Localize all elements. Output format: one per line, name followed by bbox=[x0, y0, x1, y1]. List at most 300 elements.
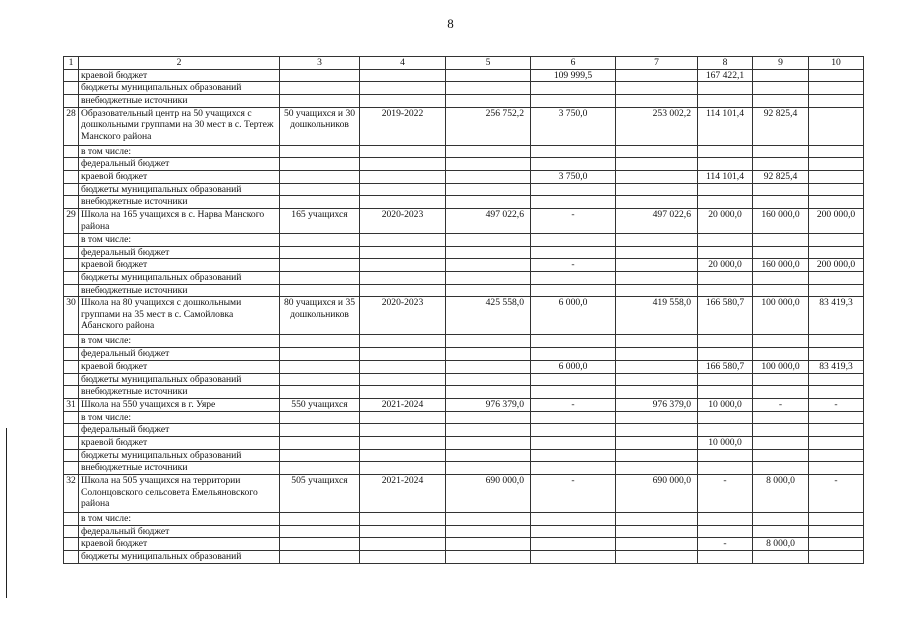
value-col8 bbox=[698, 246, 753, 259]
funding-source-row bbox=[64, 82, 864, 95]
value-col8 bbox=[698, 335, 753, 348]
row-number bbox=[64, 82, 79, 95]
capacity bbox=[280, 246, 360, 259]
value-col7 bbox=[616, 82, 698, 95]
value-col6 bbox=[531, 145, 616, 158]
value-col9 bbox=[753, 284, 809, 297]
value-col9 bbox=[753, 145, 809, 158]
period bbox=[360, 449, 446, 462]
funding-source-name: в том числе: bbox=[79, 335, 280, 348]
value-col6 bbox=[531, 462, 616, 475]
value-col6 bbox=[531, 449, 616, 462]
row-number bbox=[64, 234, 79, 247]
funding-source-row bbox=[64, 386, 864, 399]
period bbox=[360, 411, 446, 424]
value-col9 bbox=[753, 525, 809, 538]
funding-source-row bbox=[64, 196, 864, 209]
row-number bbox=[64, 246, 79, 259]
period: 2019-2022 bbox=[360, 107, 446, 145]
total-cost bbox=[446, 94, 531, 107]
header-cell: 4 bbox=[360, 57, 446, 70]
total-cost bbox=[446, 284, 531, 297]
value-col10 bbox=[809, 538, 864, 551]
value-col8: 10 000,0 bbox=[698, 398, 753, 411]
row-number bbox=[64, 145, 79, 158]
scan-edge-mark bbox=[6, 428, 7, 598]
funding-source-row bbox=[64, 462, 864, 475]
funding-source-name: федеральный бюджет bbox=[79, 525, 280, 538]
capacity bbox=[280, 69, 360, 82]
period bbox=[360, 82, 446, 95]
row-number bbox=[64, 170, 79, 183]
capacity: 50 учащихся и 30 дошкольников bbox=[280, 107, 360, 145]
capacity bbox=[280, 170, 360, 183]
funding-source-row bbox=[64, 170, 864, 183]
period: 2020-2023 bbox=[360, 297, 446, 335]
capacity: 505 учащихся bbox=[280, 475, 360, 513]
value-col8 bbox=[698, 82, 753, 95]
row-number bbox=[64, 538, 79, 551]
period bbox=[360, 513, 446, 526]
value-col6 bbox=[531, 196, 616, 209]
total-cost bbox=[446, 82, 531, 95]
value-col10 bbox=[809, 94, 864, 107]
value-col7: 497 022,6 bbox=[616, 209, 698, 234]
funding-source-row bbox=[64, 335, 864, 348]
value-col9: 92 825,4 bbox=[753, 107, 809, 145]
value-col8: 166 580,7 bbox=[698, 360, 753, 373]
value-col9 bbox=[753, 436, 809, 449]
value-col6: 3 750,0 bbox=[531, 170, 616, 183]
capacity bbox=[280, 272, 360, 285]
header-cell: 9 bbox=[753, 57, 809, 70]
value-col9 bbox=[753, 386, 809, 399]
value-col10 bbox=[809, 234, 864, 247]
value-col6 bbox=[531, 386, 616, 399]
value-col10 bbox=[809, 348, 864, 361]
funding-source-name: бюджеты муниципальных образований bbox=[79, 449, 280, 462]
funding-source-name: федеральный бюджет bbox=[79, 158, 280, 171]
funding-source-row bbox=[64, 259, 864, 272]
funding-source-name: внебюджетные источники bbox=[79, 94, 280, 107]
value-col7: 419 558,0 bbox=[616, 297, 698, 335]
value-col6 bbox=[531, 551, 616, 564]
value-col7 bbox=[616, 525, 698, 538]
capacity bbox=[280, 360, 360, 373]
funding-source-row bbox=[64, 411, 864, 424]
value-col6: 3 750,0 bbox=[531, 107, 616, 145]
row-number: 28 bbox=[64, 107, 79, 145]
header-cell: 7 bbox=[616, 57, 698, 70]
row-number bbox=[64, 183, 79, 196]
capacity bbox=[280, 551, 360, 564]
row-number bbox=[64, 348, 79, 361]
period: 2021-2024 bbox=[360, 475, 446, 513]
period bbox=[360, 538, 446, 551]
funding-source-name: федеральный бюджет bbox=[79, 348, 280, 361]
funding-source-name: в том числе: bbox=[79, 513, 280, 526]
value-col6 bbox=[531, 411, 616, 424]
value-col7 bbox=[616, 158, 698, 171]
funding-source-name: краевой бюджет bbox=[79, 170, 280, 183]
total-cost bbox=[446, 145, 531, 158]
capacity: 165 учащихся bbox=[280, 209, 360, 234]
capacity bbox=[280, 196, 360, 209]
row-number bbox=[64, 551, 79, 564]
funding-source-row bbox=[64, 348, 864, 361]
row-number bbox=[64, 335, 79, 348]
value-col10 bbox=[809, 69, 864, 82]
capacity bbox=[280, 284, 360, 297]
row-number bbox=[64, 436, 79, 449]
value-col9: 160 000,0 bbox=[753, 259, 809, 272]
period bbox=[360, 145, 446, 158]
value-col7: 690 000,0 bbox=[616, 475, 698, 513]
row-number bbox=[64, 462, 79, 475]
value-col10: 83 419,3 bbox=[809, 360, 864, 373]
funding-source-row bbox=[64, 94, 864, 107]
value-col9 bbox=[753, 196, 809, 209]
value-col10 bbox=[809, 272, 864, 285]
budget-table bbox=[63, 56, 864, 564]
period bbox=[360, 386, 446, 399]
value-col7 bbox=[616, 462, 698, 475]
value-col6 bbox=[531, 513, 616, 526]
total-cost: 690 000,0 bbox=[446, 475, 531, 513]
period bbox=[360, 348, 446, 361]
value-col8 bbox=[698, 411, 753, 424]
total-cost bbox=[446, 525, 531, 538]
value-col8 bbox=[698, 145, 753, 158]
value-col6: - bbox=[531, 475, 616, 513]
funding-source-row bbox=[64, 360, 864, 373]
total-cost bbox=[446, 69, 531, 82]
value-col7 bbox=[616, 259, 698, 272]
value-col6 bbox=[531, 158, 616, 171]
value-col7 bbox=[616, 386, 698, 399]
capacity bbox=[280, 348, 360, 361]
funding-source-name: краевой бюджет bbox=[79, 69, 280, 82]
period bbox=[360, 94, 446, 107]
value-col7 bbox=[616, 335, 698, 348]
value-col10 bbox=[809, 551, 864, 564]
project-row bbox=[64, 297, 864, 335]
value-col7 bbox=[616, 449, 698, 462]
funding-source-row bbox=[64, 272, 864, 285]
value-col9 bbox=[753, 82, 809, 95]
value-col7: 976 379,0 bbox=[616, 398, 698, 411]
total-cost bbox=[446, 462, 531, 475]
value-col7 bbox=[616, 513, 698, 526]
value-col6 bbox=[531, 436, 616, 449]
value-col8 bbox=[698, 183, 753, 196]
row-number bbox=[64, 424, 79, 437]
value-col6: 109 999,5 bbox=[531, 69, 616, 82]
total-cost bbox=[446, 158, 531, 171]
value-col8 bbox=[698, 462, 753, 475]
value-col8: 20 000,0 bbox=[698, 209, 753, 234]
funding-source-row bbox=[64, 373, 864, 386]
total-cost bbox=[446, 538, 531, 551]
funding-source-name: внебюджетные источники bbox=[79, 462, 280, 475]
period bbox=[360, 424, 446, 437]
value-col10: - bbox=[809, 475, 864, 513]
period bbox=[360, 234, 446, 247]
total-cost bbox=[446, 170, 531, 183]
total-cost bbox=[446, 360, 531, 373]
capacity bbox=[280, 234, 360, 247]
period bbox=[360, 158, 446, 171]
row-number bbox=[64, 373, 79, 386]
value-col10: 200 000,0 bbox=[809, 259, 864, 272]
period bbox=[360, 462, 446, 475]
value-col10: - bbox=[809, 398, 864, 411]
value-col9 bbox=[753, 449, 809, 462]
period bbox=[360, 246, 446, 259]
total-cost bbox=[446, 449, 531, 462]
value-col8 bbox=[698, 449, 753, 462]
row-number bbox=[64, 94, 79, 107]
row-number bbox=[64, 272, 79, 285]
funding-source-row bbox=[64, 234, 864, 247]
value-col10 bbox=[809, 386, 864, 399]
period bbox=[360, 284, 446, 297]
value-col6 bbox=[531, 183, 616, 196]
project-name: Образовательный центр на 50 учащихся с дошкольными группами на 30 мест в с. Тертеж Манского района bbox=[79, 107, 280, 145]
value-col6 bbox=[531, 284, 616, 297]
row-number bbox=[64, 513, 79, 526]
total-cost bbox=[446, 373, 531, 386]
period bbox=[360, 272, 446, 285]
funding-source-row bbox=[64, 424, 864, 437]
value-col7 bbox=[616, 348, 698, 361]
header-cell: 2 bbox=[79, 57, 280, 70]
capacity bbox=[280, 513, 360, 526]
project-name: Школа на 505 учащихся на территории Солонцовского сельсовета Емельяновского района bbox=[79, 475, 280, 513]
funding-source-row bbox=[64, 246, 864, 259]
total-cost bbox=[446, 183, 531, 196]
value-col8 bbox=[698, 196, 753, 209]
funding-source-name: в том числе: bbox=[79, 411, 280, 424]
project-name: Школа на 80 учащихся с дошкольными группами на 35 мест в с. Самойловка Абанского района bbox=[79, 297, 280, 335]
value-col7 bbox=[616, 360, 698, 373]
funding-source-row bbox=[64, 538, 864, 551]
value-col7 bbox=[616, 424, 698, 437]
value-col6: 6 000,0 bbox=[531, 297, 616, 335]
value-col6: - bbox=[531, 398, 616, 411]
value-col9 bbox=[753, 551, 809, 564]
value-col7: 253 002,2 bbox=[616, 107, 698, 145]
value-col10: 83 419,3 bbox=[809, 297, 864, 335]
value-col8 bbox=[698, 551, 753, 564]
value-col9 bbox=[753, 411, 809, 424]
value-col6 bbox=[531, 335, 616, 348]
value-col9: 100 000,0 bbox=[753, 360, 809, 373]
header-cell: 10 bbox=[809, 57, 864, 70]
capacity bbox=[280, 386, 360, 399]
capacity bbox=[280, 525, 360, 538]
row-number bbox=[64, 525, 79, 538]
total-cost bbox=[446, 551, 531, 564]
value-col10 bbox=[809, 513, 864, 526]
value-col6 bbox=[531, 272, 616, 285]
total-cost bbox=[446, 272, 531, 285]
period bbox=[360, 335, 446, 348]
value-col10 bbox=[809, 462, 864, 475]
value-col9 bbox=[753, 513, 809, 526]
project-name: Школа на 165 учащихся в с. Нарва Манского района bbox=[79, 209, 280, 234]
period bbox=[360, 259, 446, 272]
funding-source-name: бюджеты муниципальных образований bbox=[79, 82, 280, 95]
row-number: 30 bbox=[64, 297, 79, 335]
value-col8: 114 101,4 bbox=[698, 170, 753, 183]
value-col7 bbox=[616, 69, 698, 82]
funding-source-name: в том числе: bbox=[79, 145, 280, 158]
row-number bbox=[64, 386, 79, 399]
row-number: 32 bbox=[64, 475, 79, 513]
value-col9: 8 000,0 bbox=[753, 538, 809, 551]
value-col8 bbox=[698, 284, 753, 297]
value-col10 bbox=[809, 196, 864, 209]
value-col10 bbox=[809, 449, 864, 462]
value-col8: 20 000,0 bbox=[698, 259, 753, 272]
value-col7 bbox=[616, 284, 698, 297]
value-col9 bbox=[753, 183, 809, 196]
value-col6 bbox=[531, 525, 616, 538]
funding-source-name: бюджеты муниципальных образований bbox=[79, 373, 280, 386]
project-row bbox=[64, 475, 864, 513]
row-number: 29 bbox=[64, 209, 79, 234]
value-col6: - bbox=[531, 209, 616, 234]
value-col6 bbox=[531, 424, 616, 437]
value-col8 bbox=[698, 348, 753, 361]
capacity bbox=[280, 424, 360, 437]
period bbox=[360, 69, 446, 82]
value-col10 bbox=[809, 170, 864, 183]
total-cost bbox=[446, 513, 531, 526]
period bbox=[360, 360, 446, 373]
value-col8 bbox=[698, 424, 753, 437]
row-number bbox=[64, 360, 79, 373]
page-number: 8 bbox=[447, 16, 454, 31]
funding-source-name: внебюджетные источники bbox=[79, 196, 280, 209]
value-col10 bbox=[809, 82, 864, 95]
value-col10: 200 000,0 bbox=[809, 209, 864, 234]
value-col8: 10 000,0 bbox=[698, 436, 753, 449]
value-col10 bbox=[809, 424, 864, 437]
value-col9 bbox=[753, 246, 809, 259]
value-col8: - bbox=[698, 475, 753, 513]
row-number bbox=[64, 259, 79, 272]
value-col10 bbox=[809, 158, 864, 171]
period bbox=[360, 170, 446, 183]
value-col9: 100 000,0 bbox=[753, 297, 809, 335]
period: 2021-2024 bbox=[360, 398, 446, 411]
funding-source-name: краевой бюджет bbox=[79, 436, 280, 449]
funding-source-name: внебюджетные источники bbox=[79, 284, 280, 297]
value-col7 bbox=[616, 272, 698, 285]
value-col10 bbox=[809, 525, 864, 538]
header-row bbox=[64, 57, 864, 70]
value-col10 bbox=[809, 436, 864, 449]
funding-source-row bbox=[64, 69, 864, 82]
total-cost bbox=[446, 424, 531, 437]
funding-source-row bbox=[64, 284, 864, 297]
value-col9: 160 000,0 bbox=[753, 209, 809, 234]
value-col6 bbox=[531, 234, 616, 247]
value-col7 bbox=[616, 373, 698, 386]
value-col9 bbox=[753, 234, 809, 247]
value-col8 bbox=[698, 513, 753, 526]
funding-source-row bbox=[64, 436, 864, 449]
capacity bbox=[280, 82, 360, 95]
funding-source-name: краевой бюджет bbox=[79, 259, 280, 272]
total-cost: 256 752,2 bbox=[446, 107, 531, 145]
funding-source-name: федеральный бюджет bbox=[79, 424, 280, 437]
project-row bbox=[64, 209, 864, 234]
period bbox=[360, 436, 446, 449]
value-col6: - bbox=[531, 259, 616, 272]
funding-source-row bbox=[64, 525, 864, 538]
value-col8: 167 422,1 bbox=[698, 69, 753, 82]
value-col6 bbox=[531, 348, 616, 361]
row-number bbox=[64, 196, 79, 209]
value-col6 bbox=[531, 82, 616, 95]
value-col9 bbox=[753, 272, 809, 285]
capacity bbox=[280, 183, 360, 196]
header-cell: 5 bbox=[446, 57, 531, 70]
row-number bbox=[64, 69, 79, 82]
row-number bbox=[64, 449, 79, 462]
funding-source-row bbox=[64, 158, 864, 171]
capacity bbox=[280, 373, 360, 386]
value-col9 bbox=[753, 424, 809, 437]
header-cell: 8 bbox=[698, 57, 753, 70]
value-col7 bbox=[616, 436, 698, 449]
capacity bbox=[280, 436, 360, 449]
value-col10 bbox=[809, 246, 864, 259]
funding-source-row bbox=[64, 183, 864, 196]
value-col8: 166 580,7 bbox=[698, 297, 753, 335]
value-col10 bbox=[809, 145, 864, 158]
value-col7 bbox=[616, 551, 698, 564]
period bbox=[360, 525, 446, 538]
value-col7 bbox=[616, 196, 698, 209]
capacity bbox=[280, 94, 360, 107]
capacity bbox=[280, 158, 360, 171]
period bbox=[360, 183, 446, 196]
total-cost: 425 558,0 bbox=[446, 297, 531, 335]
value-col9 bbox=[753, 94, 809, 107]
value-col6 bbox=[531, 246, 616, 259]
total-cost bbox=[446, 436, 531, 449]
value-col10 bbox=[809, 107, 864, 145]
value-col8 bbox=[698, 234, 753, 247]
funding-source-row bbox=[64, 449, 864, 462]
value-col7 bbox=[616, 183, 698, 196]
total-cost bbox=[446, 234, 531, 247]
value-col8 bbox=[698, 386, 753, 399]
funding-source-name: в том числе: bbox=[79, 234, 280, 247]
value-col9: 8 000,0 bbox=[753, 475, 809, 513]
value-col10 bbox=[809, 284, 864, 297]
period: 2020-2023 bbox=[360, 209, 446, 234]
value-col9: 92 825,4 bbox=[753, 170, 809, 183]
value-col10 bbox=[809, 335, 864, 348]
value-col8 bbox=[698, 373, 753, 386]
project-name: Школа на 550 учащихся в г. Уяре bbox=[79, 398, 280, 411]
value-col10 bbox=[809, 411, 864, 424]
